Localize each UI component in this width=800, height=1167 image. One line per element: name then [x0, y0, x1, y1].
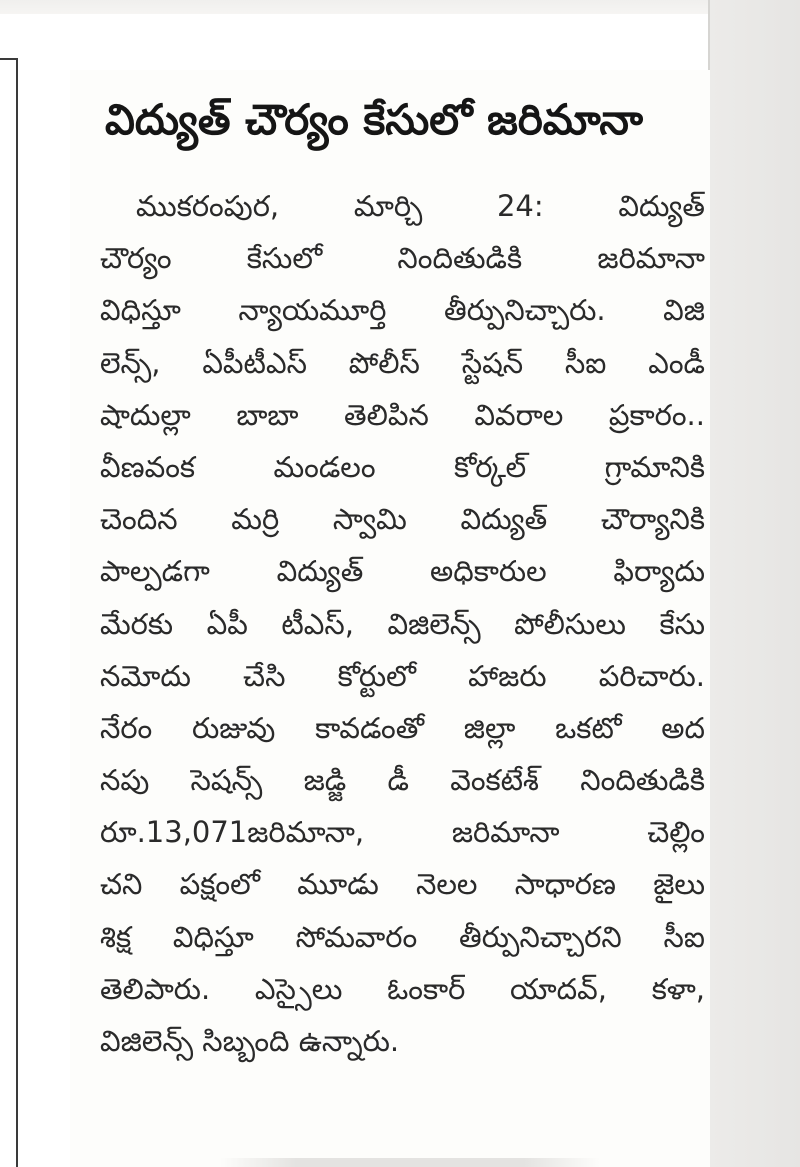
body-line-2: చౌర్యం కేసులో నిందితుడికి జరిమానా — [100, 241, 705, 276]
body-line-14: చని పక్షంలో మూడు నెలల సాధారణ జైలు — [100, 867, 705, 902]
body-line-15: శిక్ష విధిస్తూ సోమవారం తీర్పునిచ్చారని సీఐ — [100, 919, 705, 954]
body-line-7: చెందిన మర్రి స్వామి విద్యుత్ చౌర్యానికి — [100, 502, 705, 537]
body-line-1: ముకరంపుర, మార్చి 24: విద్యుత్ — [136, 189, 705, 223]
body-line-5: షాదుల్లా బాబా తెలిపిన వివరాల ప్రకారం.. — [100, 397, 705, 432]
bottom-scan-smudge — [220, 1158, 600, 1167]
body-line-9: మేరకు ఏపీ టీఎస్, విజిలెన్స్ పోలీసులు కేసు — [100, 606, 705, 641]
article-headline: విద్యుత్ చౌర్యం కేసులో జరిమానా — [105, 95, 643, 144]
body-line-3: విధిస్తూ న్యాయమూర్తి తీర్పునిచ్చారు. విజి — [100, 293, 705, 328]
body-line-4: లెన్స్, ఏపీటీఎస్ పోలీస్ స్టేషన్ సీఐ ఎండీ — [100, 345, 705, 380]
body-line-8: పాల్పడగా విద్యుత్ అధికారుల ఫిర్యాదు — [100, 554, 705, 589]
body-line-10: నమోదు చేసి కోర్టులో హాజరు పరిచారు. — [100, 658, 705, 693]
body-line-16: తెలిపారు. ఎస్సైలు ఓంకార్ యాదవ్, కళా, — [100, 971, 705, 1006]
article-body — [100, 180, 705, 1067]
article-clip — [70, 70, 710, 1167]
top-scan-strip — [0, 0, 710, 14]
body-line-11: నేరం రుజువు కావడంతో జిల్లా ఒకటో అద — [100, 710, 705, 745]
body-line-6: వీణవంక మండలం కోర్కల్ గ్రామానికి — [100, 449, 705, 484]
right-page-gutter — [710, 0, 800, 1167]
body-line-17: విజిలెన్స్ సిబ్బంది ఉన్నారు. — [100, 1024, 400, 1058]
column-border-rule — [0, 58, 18, 1167]
body-line-12: నపు సెషన్స్ జడ్జి డీ వెంకటేశ్ నిందితుడికి — [100, 763, 705, 798]
body-line-13: రూ.13,071జరిమానా, జరిమానా చెల్లిం — [100, 815, 705, 850]
